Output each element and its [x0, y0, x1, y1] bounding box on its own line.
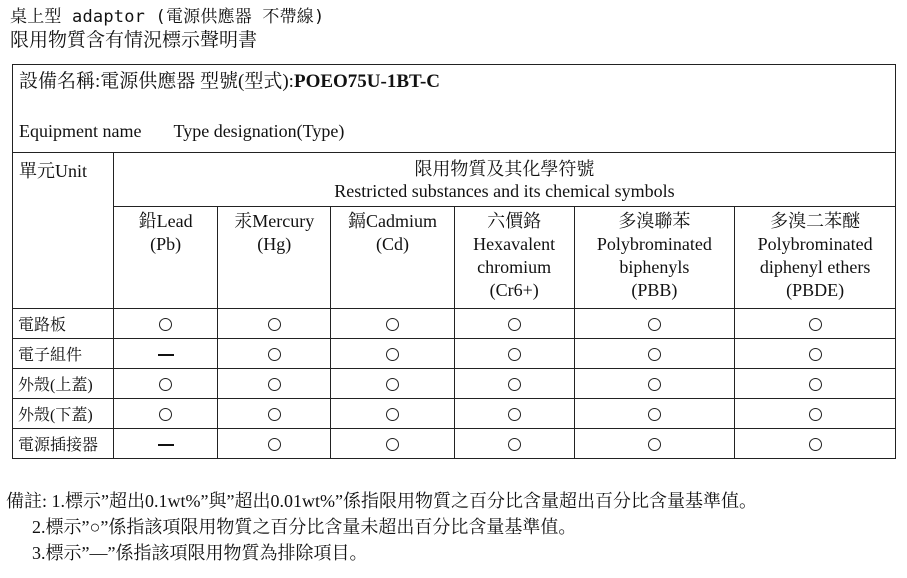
status-cell: [574, 399, 735, 429]
restricted-substances-header: [113, 153, 895, 207]
substance-header-line: biphenyls: [619, 257, 690, 277]
compliant-mark: [508, 408, 521, 421]
row-unit-label: 電子組件: [13, 339, 114, 369]
status-cell: [735, 399, 896, 429]
substance-header: [113, 207, 218, 309]
substance-header-line: Polybrominated: [596, 234, 712, 254]
compliant-mark: [386, 348, 399, 361]
status-cell: [218, 399, 331, 429]
compliant-mark: [386, 408, 399, 421]
status-cell: [331, 339, 455, 369]
note-1: 備註: 1.標示”超出0.1wt%”與”超出0.01wt%”係指限用物質之百分比含量超出百分比含量基準值。: [6, 491, 757, 511]
substance-header-line: (Cr6+): [489, 280, 539, 300]
note-3: 3.標示”—”係指該項限用物質為排除項目。: [32, 543, 368, 563]
substance-header-line: diphenyl ethers: [759, 257, 871, 277]
compliant-mark: [648, 378, 661, 391]
table-row: [13, 399, 896, 429]
status-cell: [331, 309, 455, 339]
compliant-mark: [508, 318, 521, 331]
substance-header-line: 鎘Cadmium: [347, 211, 437, 231]
compliant-mark: [648, 438, 661, 451]
compliant-mark: [268, 408, 281, 421]
status-cell: [454, 309, 574, 339]
compliant-mark: [159, 408, 172, 421]
substance-header-line: (PBB): [631, 280, 678, 300]
table-row: [13, 369, 896, 399]
substance-header-line: 六價鉻: [487, 211, 542, 231]
compliant-mark: [809, 348, 822, 361]
status-cell: [735, 429, 896, 459]
equipment-name-en: Equipment name: [19, 121, 142, 141]
unit-header: 單元Unit: [13, 153, 114, 309]
compliant-mark: [809, 378, 822, 391]
status-cell: [454, 339, 574, 369]
table-row: [13, 339, 896, 369]
status-cell: [454, 429, 574, 459]
note-2: 2.標示”○”係指該項限用物質之百分比含量未超出百分比含量基準值。: [32, 517, 577, 537]
compliant-mark: [508, 348, 521, 361]
compliant-mark: [809, 408, 822, 421]
status-cell: [218, 339, 331, 369]
substance-header-line: 鉛Lead: [138, 211, 193, 231]
compliant-mark: [508, 378, 521, 391]
substance-header-line: 汞Mercury: [234, 211, 315, 231]
compliant-mark: [268, 348, 281, 361]
row-unit-label: 外殼(下蓋): [13, 399, 114, 429]
compliant-mark: [809, 318, 822, 331]
compliant-mark: [268, 378, 281, 391]
substance-header: [218, 207, 331, 309]
compliant-mark: [268, 318, 281, 331]
status-cell: [218, 309, 331, 339]
status-cell: [218, 369, 331, 399]
table-row: [13, 309, 896, 339]
status-cell: [574, 339, 735, 369]
table-body: [13, 309, 896, 459]
type-designation-en: Type designation(Type): [173, 121, 345, 141]
substance-header-line: (Cd): [375, 234, 409, 254]
model-number: POEO75U-1BT-C: [293, 71, 441, 92]
compliant-mark: [648, 408, 661, 421]
compliant-mark: [648, 348, 661, 361]
substance-header-line: 多溴聯苯: [618, 211, 691, 231]
status-cell: [218, 429, 331, 459]
status-cell: [113, 309, 218, 339]
status-cell: [454, 369, 574, 399]
restricted-zh: 限用物質及其化學符號: [414, 158, 595, 179]
compliant-mark: [386, 378, 399, 391]
status-cell: [113, 369, 218, 399]
substance-header: [574, 207, 735, 309]
table-row: [13, 429, 896, 459]
substance-header: [454, 207, 574, 309]
substance-header-line: Polybrominated: [757, 234, 873, 254]
status-cell: [113, 339, 218, 369]
status-cell: [574, 429, 735, 459]
substance-header-line: Hexavalent: [473, 234, 556, 254]
doc-title-line1: 桌上型 adaptor (電源供應器 不帶線): [10, 7, 325, 27]
status-cell: [113, 429, 218, 459]
compliant-mark: [508, 438, 521, 451]
compliant-mark: [386, 318, 399, 331]
compliant-mark: [268, 438, 281, 451]
status-cell: [735, 369, 896, 399]
substance-header-line: (PBDE): [786, 280, 845, 300]
device-info-cell: [13, 65, 896, 153]
status-cell: [454, 399, 574, 429]
compliant-mark: [648, 318, 661, 331]
status-cell: [735, 309, 896, 339]
substance-header-line: (Hg): [257, 234, 292, 254]
exempt-mark: [158, 444, 174, 446]
compliant-mark: [159, 378, 172, 391]
status-cell: [735, 339, 896, 369]
substance-header-line: chromium: [477, 257, 552, 277]
doc-title-line2: 限用物質含有情況標示聲明書: [10, 30, 258, 51]
row-unit-label: 電源插接器: [13, 429, 114, 459]
substance-header-line: 多溴二苯醚: [770, 211, 861, 231]
substance-header: [331, 207, 455, 309]
device-name-label: 設備名稱:電源供應器 型號(型式):: [19, 71, 294, 92]
row-unit-label: 電路板: [13, 309, 114, 339]
rohs-table: [12, 64, 896, 459]
status-cell: [331, 429, 455, 459]
notes: [6, 488, 757, 566]
status-cell: [113, 399, 218, 429]
compliant-mark: [809, 438, 822, 451]
restricted-en: Restricted substances and its chemical symbols: [334, 180, 675, 201]
status-cell: [331, 369, 455, 399]
substance-header: [735, 207, 896, 309]
compliant-mark: [159, 318, 172, 331]
status-cell: [331, 399, 455, 429]
status-cell: [574, 369, 735, 399]
status-cell: [574, 309, 735, 339]
row-unit-label: 外殼(上蓋): [13, 369, 114, 399]
compliant-mark: [386, 438, 399, 451]
substance-header-line: (Pb): [150, 234, 182, 254]
substance-header-row: [13, 207, 896, 309]
exempt-mark: [158, 354, 174, 356]
